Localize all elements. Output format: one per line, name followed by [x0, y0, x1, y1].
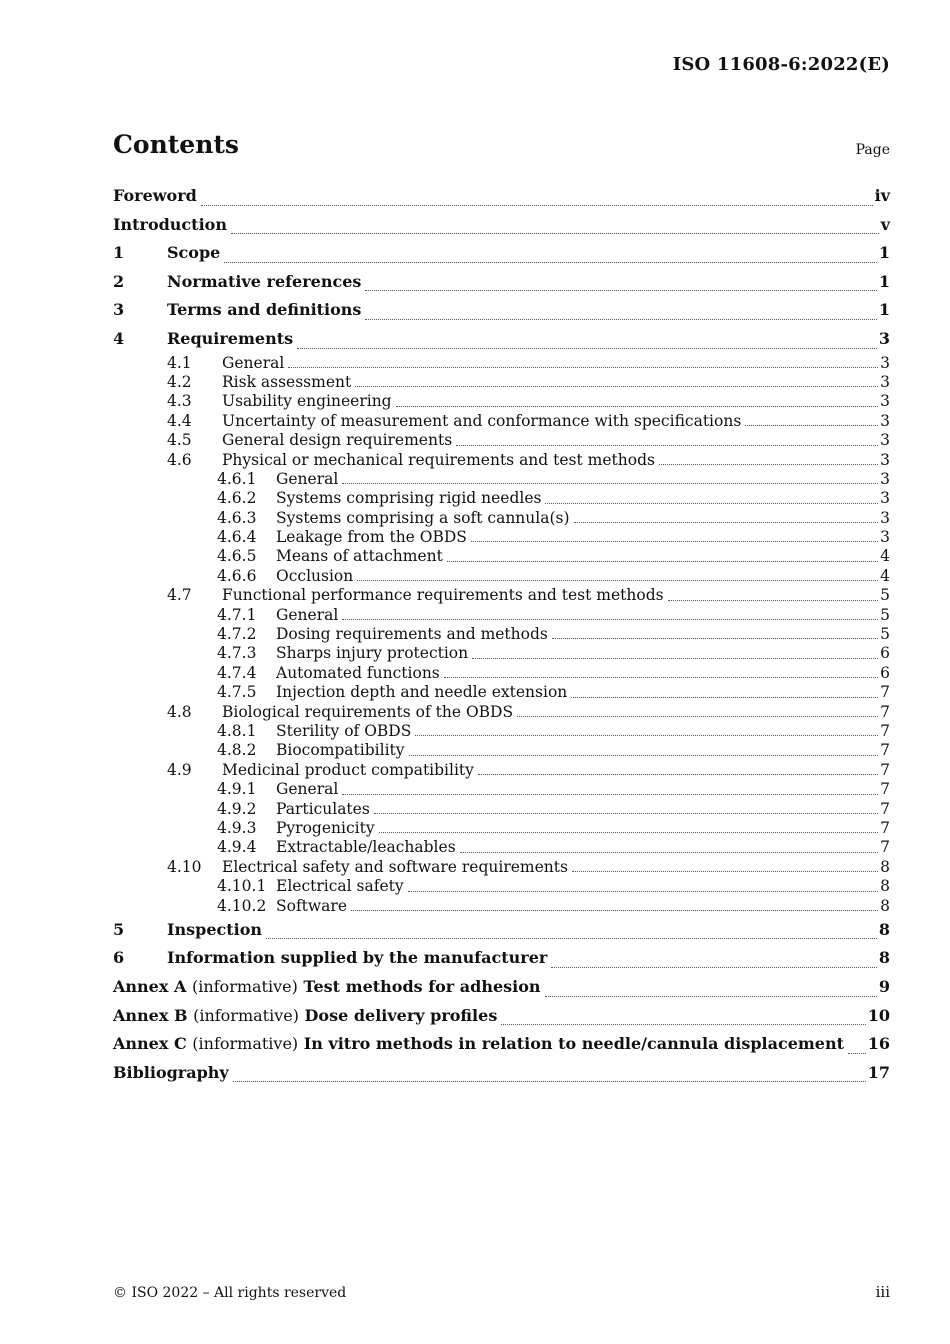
- toc-entry[interactable]: [113, 722, 890, 741]
- toc-entry[interactable]: [113, 741, 890, 760]
- annex-kind: (informative): [192, 1034, 299, 1054]
- toc-entry-title: Sharps injury protection: [276, 644, 469, 663]
- toc-entry-title: [113, 973, 543, 1002]
- dot-leader: [552, 638, 878, 639]
- document-code: ISO 11608-6:2022(E): [672, 54, 890, 75]
- toc-entry-page: 1: [878, 243, 890, 263]
- toc-entry[interactable]: [113, 586, 890, 605]
- dot-leader: [848, 1053, 866, 1054]
- toc-entry-number: 4.8.1: [217, 721, 257, 740]
- toc-entry-page: 3: [880, 392, 890, 411]
- toc-entry[interactable]: [113, 489, 890, 508]
- toc-entry-title: Particulates: [276, 799, 370, 818]
- dot-leader: [574, 522, 879, 523]
- toc-entry-number: 4.9.1: [217, 780, 257, 799]
- toc-entry-title: Pyrogenicity: [276, 818, 375, 837]
- toc-entry-page: 3: [880, 353, 890, 372]
- toc-entry-title: Software: [276, 896, 348, 915]
- toc-entry[interactable]: [113, 296, 890, 325]
- dot-leader: [545, 996, 877, 997]
- toc-entry-title: Risk assessment: [222, 372, 352, 391]
- toc-entry-title: Injection depth and needle extension: [276, 683, 568, 702]
- annex-title: Dose delivery profiles: [304, 1005, 498, 1025]
- toc-entry[interactable]: [113, 1002, 890, 1031]
- toc-entry-title: Physical or mechanical requirements and test methods: [222, 450, 655, 469]
- contents-title: Contents: [113, 130, 240, 159]
- toc-entry-number: 4.7.5: [217, 683, 257, 702]
- toc-entry-page: v: [880, 214, 890, 234]
- toc-entry-page: 5: [880, 625, 890, 644]
- annex-label: Annex A: [113, 977, 187, 997]
- toc-entry-title: Introduction: [113, 214, 227, 234]
- toc-entry-page: 7: [880, 683, 890, 702]
- toc-entry-number: 4.6.2: [217, 489, 257, 508]
- toc-entry[interactable]: [113, 412, 890, 431]
- toc-entry[interactable]: [113, 644, 890, 663]
- toc-entry-page: 8: [880, 857, 890, 876]
- toc-entry-title: Information supplied by the manufacturer: [167, 948, 548, 968]
- toc-entry-page: 1: [878, 300, 890, 320]
- toc-entry[interactable]: [113, 625, 890, 644]
- toc-entry[interactable]: [113, 567, 890, 586]
- toc-entry-page: 3: [880, 469, 890, 488]
- dot-leader: [266, 938, 877, 939]
- toc-entry-title: Electrical safety and software requirements: [222, 857, 568, 876]
- dot-leader: [396, 406, 879, 407]
- table-of-contents: [113, 182, 890, 1087]
- annex-label: Annex B: [113, 1005, 188, 1025]
- toc-entry-title: Extractable/leachables: [276, 838, 456, 857]
- toc-entry-number: 4.10.1: [217, 877, 267, 896]
- toc-entry-page: 3: [880, 411, 890, 430]
- toc-entry-page: 9: [878, 977, 890, 997]
- toc-entry-page: 7: [880, 721, 890, 740]
- toc-entry-page: 7: [880, 780, 890, 799]
- toc-entry-page: 4: [880, 547, 890, 566]
- dot-leader: [342, 794, 878, 795]
- toc-entry-title: Systems comprising a soft cannula(s): [276, 508, 570, 527]
- toc-entry-page: 8: [880, 896, 890, 915]
- toc-entry[interactable]: [113, 509, 890, 528]
- toc-entry[interactable]: [113, 528, 890, 547]
- toc-entry-number: 4.6.5: [217, 547, 257, 566]
- dot-leader: [342, 483, 878, 484]
- toc-entry[interactable]: [113, 838, 890, 857]
- toc-entry-number: 4.1: [167, 353, 192, 372]
- annex-kind: (informative): [193, 1005, 299, 1025]
- toc-entry-number: 6: [113, 948, 125, 968]
- dot-leader: [355, 386, 878, 387]
- dot-leader: [659, 464, 878, 465]
- toc-entry[interactable]: [113, 1030, 890, 1059]
- toc-entry[interactable]: [113, 211, 890, 240]
- toc-entry-page: 6: [880, 644, 890, 663]
- toc-entry[interactable]: [113, 431, 890, 450]
- toc-entry-title: Biocompatibility: [276, 741, 405, 760]
- toc-entry-title: Bibliography: [113, 1062, 229, 1082]
- toc-entry-page: 3: [880, 508, 890, 527]
- toc-entry-title: General: [276, 469, 339, 488]
- toc-entry-number: 1: [113, 243, 125, 263]
- toc-entry-title: Inspection: [167, 919, 263, 939]
- toc-entry-title: General: [222, 353, 285, 372]
- footer-copyright: © ISO 2022 – All rights reserved: [113, 1285, 347, 1301]
- toc-entry-title: Dosing requirements and methods: [276, 625, 548, 644]
- toc-entry-title: Means of attachment: [276, 547, 443, 566]
- toc-entry-title: Systems comprising rigid needles: [276, 489, 542, 508]
- toc-entry-title: Usability engineering: [222, 392, 392, 411]
- toc-entry[interactable]: [113, 800, 890, 819]
- toc-entry[interactable]: [113, 819, 890, 838]
- toc-entry-number: 4.8: [167, 702, 192, 721]
- dot-leader: [551, 967, 877, 968]
- dot-leader: [288, 367, 878, 368]
- footer-page-number: iii: [875, 1283, 890, 1301]
- toc-entry-title: Requirements: [167, 328, 294, 348]
- dot-leader: [571, 697, 878, 698]
- toc-entry-number: 4.7.3: [217, 644, 257, 663]
- dot-leader: [379, 832, 879, 833]
- toc-entry-number: 4.2: [167, 372, 192, 391]
- toc-entry-page: 8: [878, 948, 890, 968]
- toc-entry-title: [113, 1002, 499, 1031]
- toc-entry-page: 5: [880, 605, 890, 624]
- toc-entry-page: 16: [867, 1034, 890, 1054]
- toc-entry[interactable]: [113, 239, 890, 268]
- dot-leader: [297, 348, 877, 349]
- toc-entry-title: Scope: [167, 243, 221, 263]
- toc-entry-page: 3: [880, 528, 890, 547]
- dot-leader: [668, 600, 879, 601]
- dot-leader: [447, 561, 878, 562]
- toc-entry-title: General: [276, 780, 339, 799]
- toc-entry-page: 7: [880, 760, 890, 779]
- toc-entry-number: 4.10.2: [217, 896, 267, 915]
- annex-title: In vitro methods in relation to needle/cannula displacement: [303, 1034, 845, 1054]
- dot-leader: [460, 852, 878, 853]
- dot-leader: [231, 233, 879, 234]
- dot-leader: [745, 425, 878, 426]
- dot-leader: [444, 677, 878, 678]
- toc-entry[interactable]: [113, 780, 890, 799]
- toc-entry[interactable]: [113, 451, 890, 470]
- toc-entry-number: 4.4: [167, 411, 192, 430]
- toc-entry-page: 7: [880, 818, 890, 837]
- toc-entry-number: 4.6.6: [217, 566, 257, 585]
- toc-entry-title: Sterility of OBDS: [276, 721, 412, 740]
- dot-leader: [201, 205, 873, 206]
- toc-entry-page: 8: [878, 919, 890, 939]
- toc-entry-page: 5: [880, 586, 890, 605]
- toc-entry[interactable]: [113, 877, 890, 896]
- annex-title: Test methods for adhesion: [303, 977, 541, 997]
- toc-entry-title: [113, 1030, 846, 1059]
- toc-entry[interactable]: [113, 470, 890, 489]
- toc-entry-title: Automated functions: [276, 663, 440, 682]
- toc-entry-number: 4.9.4: [217, 838, 257, 857]
- toc-entry-number: 4.6.3: [217, 508, 257, 527]
- dot-leader: [517, 716, 878, 717]
- toc-entry-number: 4.8.2: [217, 741, 257, 760]
- toc-entry-number: 4.5: [167, 431, 192, 450]
- dot-leader: [233, 1081, 866, 1082]
- toc-entry-number: 4.9: [167, 760, 192, 779]
- toc-entry-page: 7: [880, 741, 890, 760]
- dot-leader: [409, 755, 879, 756]
- toc-entry-page: 7: [880, 702, 890, 721]
- toc-entry-title: Terms and definitions: [167, 300, 362, 320]
- dot-leader: [365, 319, 876, 320]
- toc-entry[interactable]: [113, 325, 890, 354]
- toc-entry-page: 4: [880, 566, 890, 585]
- toc-entry[interactable]: [113, 858, 890, 877]
- toc-entry-title: Leakage from the OBDS: [276, 528, 467, 547]
- toc-entry-number: 4.9.2: [217, 799, 257, 818]
- toc-entry-title: General: [276, 605, 339, 624]
- toc-entry-page: 17: [867, 1062, 890, 1082]
- dot-leader: [357, 580, 878, 581]
- toc-entry-title: Medicinal product compatibility: [222, 760, 474, 779]
- toc-entry-number: 4.6: [167, 450, 192, 469]
- toc-entry-number: 4.6.4: [217, 528, 257, 547]
- toc-entry[interactable]: [113, 354, 890, 373]
- toc-entry-page: 6: [880, 663, 890, 682]
- annex-label: Annex C: [113, 1034, 187, 1054]
- toc-entry[interactable]: [113, 683, 890, 702]
- toc-entry-number: 4: [113, 328, 125, 348]
- toc-entry-title: Normative references: [167, 271, 362, 291]
- toc-entry[interactable]: [113, 897, 890, 916]
- toc-entry-number: 4.10: [167, 857, 202, 876]
- toc-entry-page: 3: [880, 489, 890, 508]
- dot-leader: [478, 774, 878, 775]
- toc-entry[interactable]: [113, 268, 890, 297]
- dot-leader: [501, 1024, 865, 1025]
- toc-entry-page: 3: [880, 372, 890, 391]
- toc-entry-page: 7: [880, 799, 890, 818]
- dot-leader: [472, 658, 878, 659]
- toc-entry[interactable]: [113, 916, 890, 945]
- toc-entry-title: Biological requirements of the OBDS: [222, 702, 514, 721]
- toc-entry[interactable]: [113, 944, 890, 973]
- toc-entry-page: 3: [878, 328, 890, 348]
- toc-entry[interactable]: [113, 703, 890, 722]
- toc-entry[interactable]: [113, 1059, 890, 1088]
- annex-kind: (informative): [191, 977, 298, 997]
- toc-entry[interactable]: [113, 664, 890, 683]
- toc-entry-number: 4.7.1: [217, 605, 257, 624]
- toc-entry-page: 1: [878, 271, 890, 291]
- dot-leader: [408, 891, 879, 892]
- dot-leader: [456, 445, 878, 446]
- toc-entry[interactable]: [113, 373, 890, 392]
- toc-entry-number: 2: [113, 271, 125, 291]
- toc-entry-page: 3: [880, 450, 890, 469]
- toc-entry[interactable]: [113, 392, 890, 411]
- toc-entry-title: Electrical safety: [276, 877, 404, 896]
- toc-entry-number: 3: [113, 300, 125, 320]
- toc-entry-page: 10: [867, 1005, 890, 1025]
- dot-leader: [545, 503, 878, 504]
- toc-entry-title: Uncertainty of measurement and conformance with specifications: [222, 411, 742, 430]
- toc-entry-page: 7: [880, 838, 890, 857]
- toc-entry-number: 5: [113, 919, 125, 939]
- toc-entry[interactable]: [113, 973, 890, 1002]
- toc-entry-title: General design requirements: [222, 431, 453, 450]
- toc-entry[interactable]: [113, 182, 890, 211]
- toc-entry-number: 4.9.3: [217, 818, 257, 837]
- toc-entry[interactable]: [113, 761, 890, 780]
- toc-entry-page: iv: [874, 186, 890, 205]
- toc-entry-number: 4.7: [167, 586, 192, 605]
- dot-leader: [342, 619, 878, 620]
- dot-leader: [351, 910, 878, 911]
- toc-entry-number: 4.3: [167, 392, 192, 411]
- toc-entry-title: Functional performance requirements and test methods: [222, 586, 664, 605]
- toc-entry-number: 4.7.2: [217, 625, 257, 644]
- toc-entry[interactable]: [113, 547, 890, 566]
- toc-entry-title: Occlusion: [276, 566, 354, 585]
- dot-leader: [365, 290, 876, 291]
- dot-leader: [224, 262, 877, 263]
- dot-leader: [572, 871, 878, 872]
- dot-leader: [374, 813, 878, 814]
- page-column-label: Page: [855, 142, 890, 158]
- toc-entry-number: 4.7.4: [217, 663, 257, 682]
- toc-entry-page: 3: [880, 431, 890, 450]
- dot-leader: [471, 541, 878, 542]
- toc-entry-page: 8: [880, 877, 890, 896]
- toc-entry-number: 4.6.1: [217, 469, 257, 488]
- toc-entry[interactable]: [113, 606, 890, 625]
- toc-entry-title: Foreword: [113, 186, 197, 205]
- dot-leader: [415, 735, 878, 736]
